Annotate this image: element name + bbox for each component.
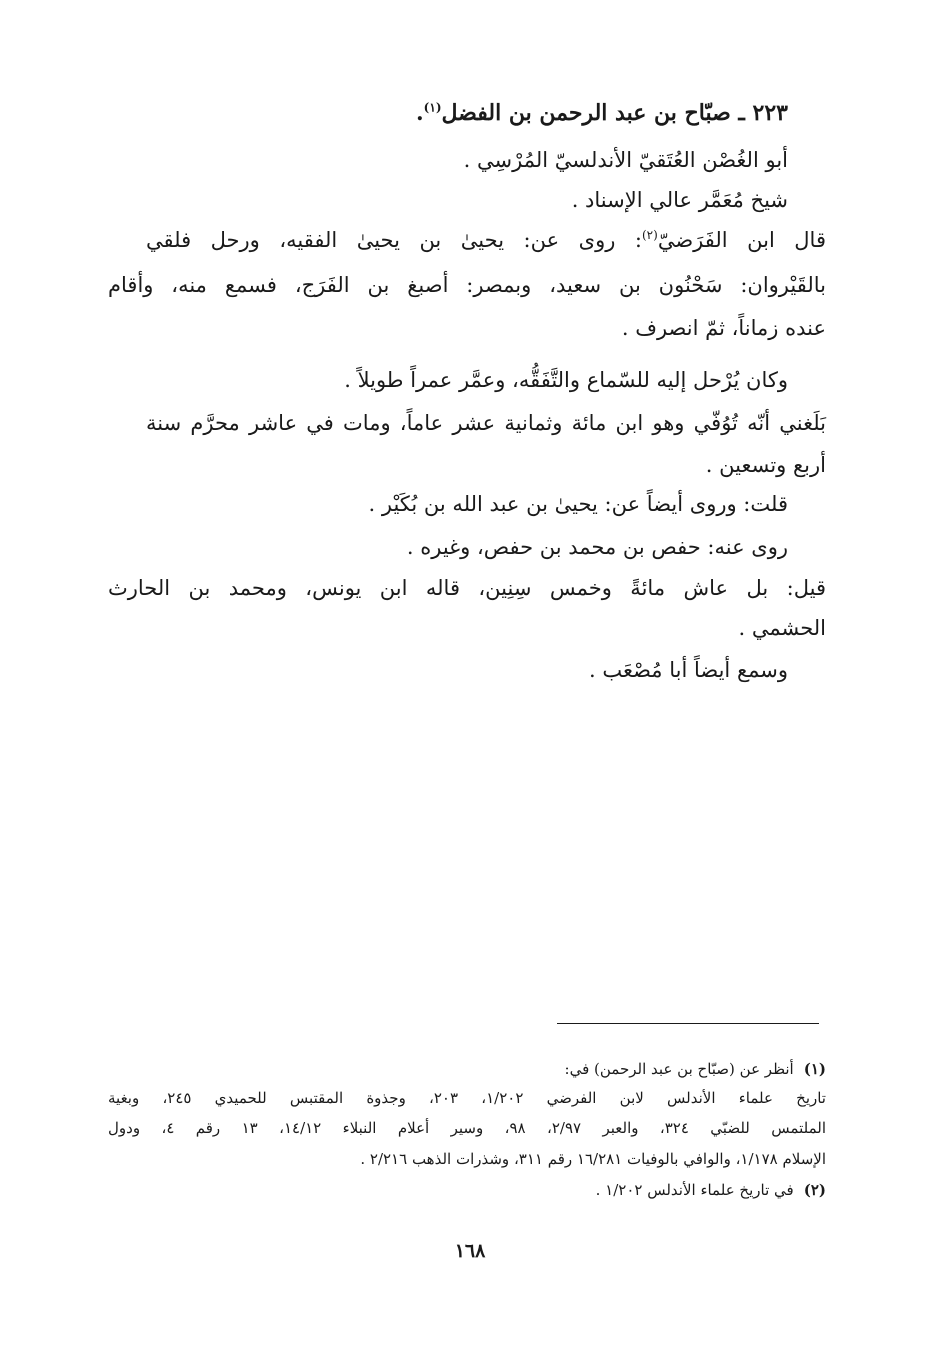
- description-line: شيخ مُعَمَّر عالي الإسناد .: [571, 188, 788, 212]
- footnote-1-line-2: تاريخ علماء الأندلس لابن الفرضي ١/٢٠٢، ٢٠٣، وجذوة المقتبس للحميدي ٢٤٥، وبغية: [108, 1089, 826, 1107]
- narration-line: قلت: وروى أيضاً عن: يحيىٰ بن عبد الله بن بُكَيْر .: [368, 492, 788, 516]
- entry-heading-end: .: [416, 100, 424, 126]
- rihla-line: وكان يُرْحل إليه للسّماع والتَّفَقُّه، وعمَّر عمراً طويلاً .: [344, 368, 788, 392]
- students-line: روى عنه: حفص بن محمد بن حفص، وغيره .: [406, 535, 788, 559]
- musab-line: وسمع أيضاً أبا مُصْعَب .: [588, 658, 788, 682]
- death-line-text: بَلَغني أنّه تُوُفّي وهو ابن مائة وثمانية عشر عاماً، ومات في عاشر محرَّم سنة: [146, 411, 826, 435]
- kunya-line: أبو الغُصْن العُتَقيّ الأندلسيّ المُرْسِي .: [463, 148, 788, 172]
- hashmi-line: الحشمي .: [738, 616, 826, 640]
- footnote-ref-1: (١): [423, 100, 442, 115]
- footnote-1-line-3: الملتمس للضبّي ٣٢٤، والعبر ٢/٩٧، ٩٨، وسير أعلام النبلاء ١٤/١٢، ١٣ رقم ٤، ودول: [108, 1119, 826, 1137]
- footnote-2-line-1: في تاريخ علماء الأندلس ١/٢٠٢ .: [595, 1181, 794, 1199]
- entry-heading-text: ٢٢٣ ـ صبّاح بن عبد الرحمن بن الفضل: [441, 100, 788, 126]
- ibn-faradi-rest: : روى عن: يحيىٰ بن يحيىٰ الفقيه، ورحل فلقي: [146, 228, 642, 252]
- zaman-line: عنده زماناً، ثمّ انصرف .: [621, 316, 826, 340]
- footnote-2-number: (٢): [803, 1181, 826, 1199]
- footnote-ref-2: (٢): [641, 228, 658, 242]
- footnotes: [108, 0, 826, 1210]
- footnote-1-line-4: الإسلام ١/١٧٨، والوافي بالوفيات ١٦/٢٨١ رقم ٣١١، وشذرات الذهب ٢/٢١٦ .: [360, 1150, 826, 1168]
- footnote-1-first: [565, 1062, 826, 1077]
- page-number: ١٦٨: [454, 1240, 486, 1262]
- footnote-2: [596, 1183, 826, 1198]
- footnote-1-line-1: أنظر عن (صبّاح بن عبد الرحمن) في:: [564, 1060, 794, 1078]
- ibn-faradi-label: قال ابن الفَرَضيّ: [657, 228, 826, 252]
- footnote-1-number: (١): [803, 1060, 826, 1078]
- death-year-line: أربع وتسعين .: [705, 453, 826, 477]
- qayrawan-line: بالقَيْروان: سَحْنُون بن سعيد، وبمصر: أصبغ بن الفَرَج، فسمع منه، وأقام: [108, 273, 826, 297]
- age-line: قيل: بل عاش مائةً وخمس سِنِين، قاله ابن يونس، ومحمد بن الحارث: [108, 576, 826, 600]
